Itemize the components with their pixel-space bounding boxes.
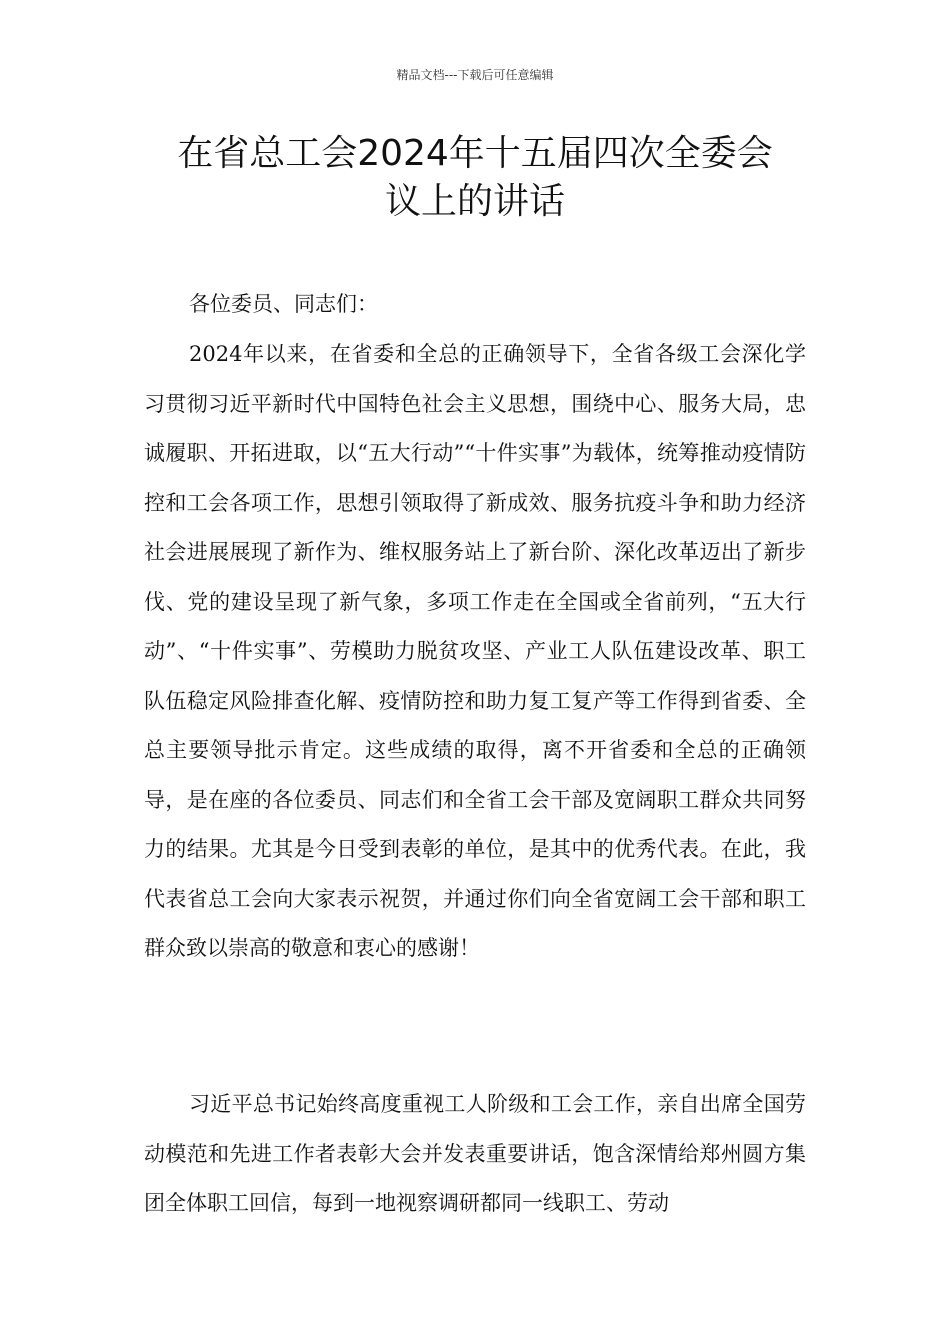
paragraph-2: 习近平总书记始终高度重视工人阶级和工会工作，亲自出席全国劳动模范和先进工作者表彰大会并发表重要讲话，饱含深情给郑州圆方集团全体职工回信，每到一地视察调研都同一线职工、劳动 (144, 1092, 806, 1215)
document-title-line-2: 议上的讲话 (384, 181, 565, 222)
page-header: 精品文档---下载后可任意编辑 (396, 68, 554, 82)
document-title-line-1: 在省总工会2024年十五届四次全委会 (177, 133, 773, 174)
document-title (100, 130, 850, 226)
paragraph-1: 2024年以来，在省委和全总的正确领导下，全省各级工会深化学习贯彻习近平新时代中国特色社会主义思想，围绕中心、服务大局，忠诚履职、开拓进取，以“五大行动”“十件实事”为载体，统筹推动疫情防控和工会各项工作，思想引领取得了新成效、服务抗疫斗争和助力经济社会进展展现了新作为、维权服务站上了新台阶、深化改革迈出了新步伐、党的建设呈现了新气象，多项工作走在全国或全省前列，“五大行动”、“十件实事”、劳模助力脱贫攻坚、产业工人队伍建设改革、职工队伍稳定风险排查化解、疫情防控和助力复工复产等工作得到省委、全总主要领导批示肯定。这些成绩的取得，离不开省委和全总的正确领导，是在座的各位委员、同志们和全省工会干部及宽阔职工群众共同努力的结果。尤其是今日受到表彰的单位，是其中的优秀代表。在此，我代表省总工会向大家表示祝贺，并通过你们向全省宽阔工会干部和职工群众致以崇高的敬意和衷心的感谢！ (144, 342, 806, 960)
salutation: 各位委员、同志们： (189, 292, 378, 316)
